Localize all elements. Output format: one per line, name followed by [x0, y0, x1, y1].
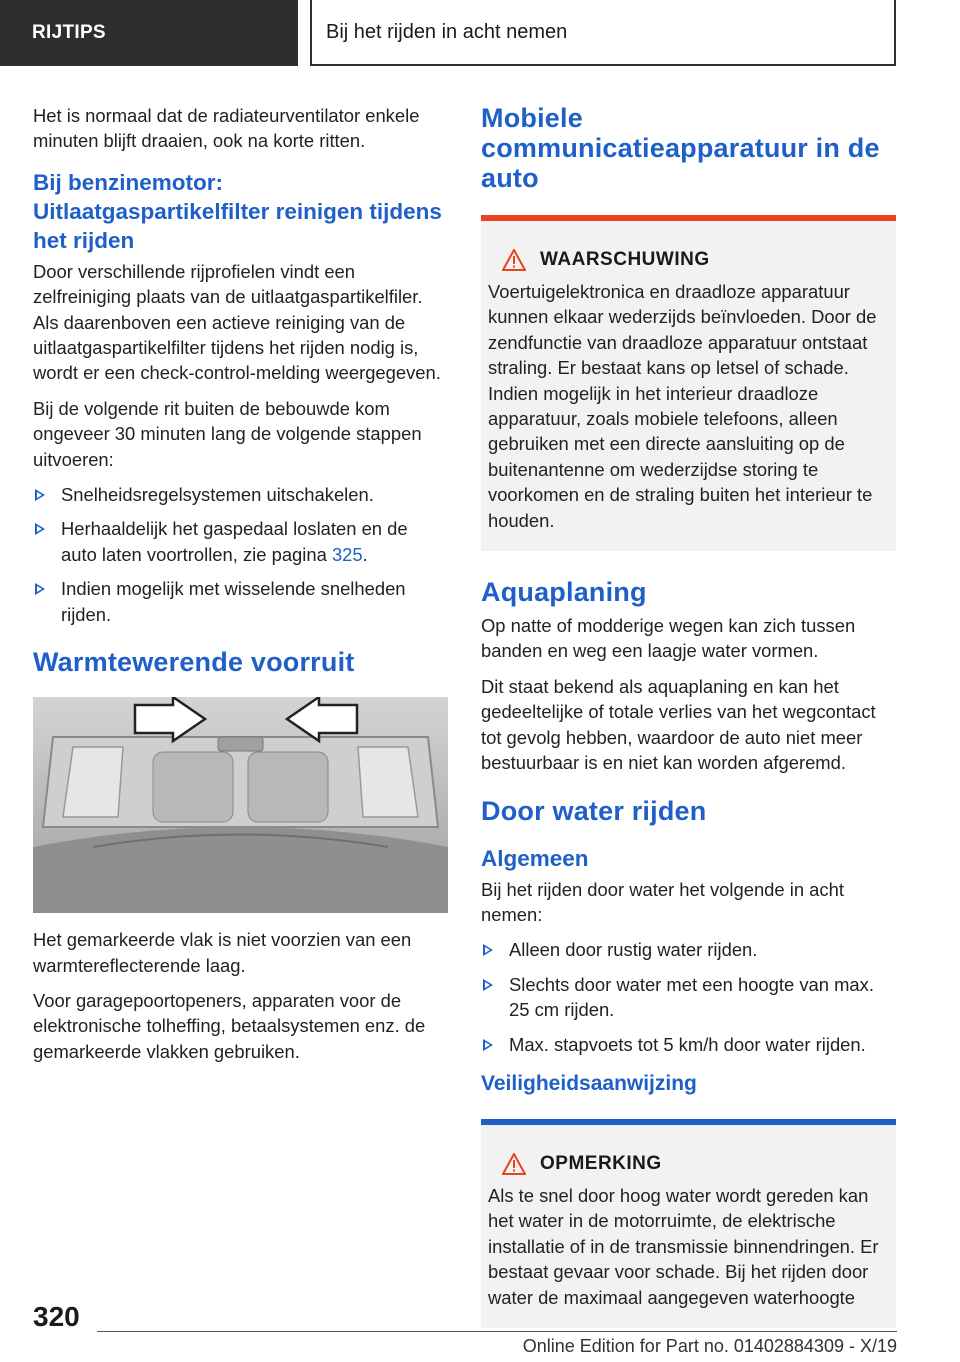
right-column: [481, 103, 896, 1328]
chapter-tab: [310, 0, 896, 66]
windscreen-heading: Warmtewerende voorruit: [33, 647, 355, 678]
list-item: Max. stapvoets tot 5 km/h door water rijden.: [481, 1032, 896, 1057]
list-item: Alleen door rustig water rijden.: [481, 937, 896, 962]
footer-divider: [97, 1331, 897, 1332]
aquaplaning-heading: Aquaplaning: [481, 577, 647, 608]
left-column: [33, 103, 448, 1074]
petrol-paragraph-1: Door verschillende rijprofielen vindt een zelfreiniging plaats van de uitlaatgaspartikelfiler. Als daarenboven een actieve reiniging van de uitlaatgaspartikelfilter tijdens het rijden nodig is, wordt er een check-control-melding weergegeven.: [33, 260, 441, 384]
list-item: Slechts door water met een hoogte van max. 25 cm rijden.: [481, 972, 896, 1023]
safety-heading: Veiligheidsaanwijzing: [481, 1071, 697, 1095]
notice-title: OPMERKING: [488, 1153, 888, 1175]
edition-text: Online Edition for Part no. 01402884309 - X/19: [522, 1336, 897, 1356]
windscreen-paragraph-2: Voor garagepoortopeners, apparaten voor de elektronische tolheffing, betaalsystemen enz. de gemarkeerde vlakken gebruiken.: [33, 989, 426, 1062]
water-steps-list: [481, 937, 896, 1057]
car-interior-illustration: [33, 697, 448, 913]
bullet-triangle-icon: [483, 979, 493, 991]
aquaplaning-paragraph-1: Op natte of modderige wegen kan zich tussen banden en weg een laagje water vormen.: [481, 615, 856, 662]
list-item: Herhaaldelijk het gaspedaal loslaten en de auto laten voortrollen, zie pagina 325.: [33, 516, 448, 567]
warning-box: [481, 215, 896, 551]
petrol-paragraph-2: Bij de volgende rit buiten de bebouwde kom ongeveer 30 minuten lang de volgende stappen uitvoeren:: [33, 397, 422, 470]
warning-text: Voertuigelektronica en draadloze apparatuur kunnen elkaar wederzijds beïnvloeden. Door de zendfunctie van draadloze apparatuur ontstaat straling. Er bestaat kans op letsel of schade. Indien mogelijk in het interieur draadloze apparatuur, zoals mobiele telefoons, alleen gebruiken met een directe aansluiting op de buitenantenne om wederzijdse storing te voorkomen en de straling buiten het interieur te houden.: [488, 281, 877, 531]
section-tab: [0, 0, 298, 66]
notice-text: Als te snel door hoog water wordt gereden kan het water in de motorruimte, de elektrische installatie of in de transmissie binnendringen. Er bestaat gevaar voor schade. Bij het rijden door water de maximaal aangegeven waterhoogte: [488, 1184, 879, 1308]
chapter-title: Bij het rijden in acht nemen: [326, 20, 568, 43]
general-heading: Algemeen: [481, 845, 589, 871]
list-item: Snelheidsregelsystemen uitschakelen.: [33, 482, 448, 507]
bullet-triangle-icon: [483, 1039, 493, 1051]
page-number: 320: [33, 1301, 80, 1332]
aquaplaning-paragraph-2: Dit staat bekend als aquaplaning en kan het gedeeltelijke of totale verlies van het wegcontact tot gevolg hebben, waardoor de auto niet meer bestuurbaar is en niet kan worden afgeremd.: [481, 675, 876, 774]
water-heading: Door water rijden: [481, 795, 707, 826]
figure-caption: Het gemarkeerde vlak is niet voorzien van een warmtereflecterende laag.: [33, 929, 412, 976]
bullet-triangle-icon: [483, 944, 493, 956]
notice-box: [481, 1119, 896, 1328]
warning-triangle-icon: [502, 249, 526, 271]
warning-triangle-icon: [502, 1153, 526, 1175]
section-title: RIJTIPS: [32, 22, 106, 43]
bullet-triangle-icon: [35, 523, 45, 535]
general-paragraph: Bij het rijden door water het volgende in acht nemen:: [481, 878, 844, 925]
mobile-heading: Mobiele communicatieapparatuur in de auto: [481, 103, 880, 193]
bullet-triangle-icon: [35, 489, 45, 501]
windscreen-figure: [33, 697, 448, 913]
steps-list: [33, 482, 448, 627]
intro-paragraph: Het is normaal dat de radiateurventilator enkele minuten blijft draaien, ook na korte ritten.: [33, 105, 420, 152]
page-reference-link[interactable]: 325: [331, 543, 363, 565]
bullet-triangle-icon: [35, 583, 45, 595]
petrol-heading: Bij benzinemotor: Uitlaatgaspartikelfilter reinigen tijdens het rijden: [33, 169, 442, 253]
list-item: Indien mogelijk met wisselende snelheden rijden.: [33, 576, 448, 627]
warning-title: WAARSCHUWING: [488, 249, 888, 271]
